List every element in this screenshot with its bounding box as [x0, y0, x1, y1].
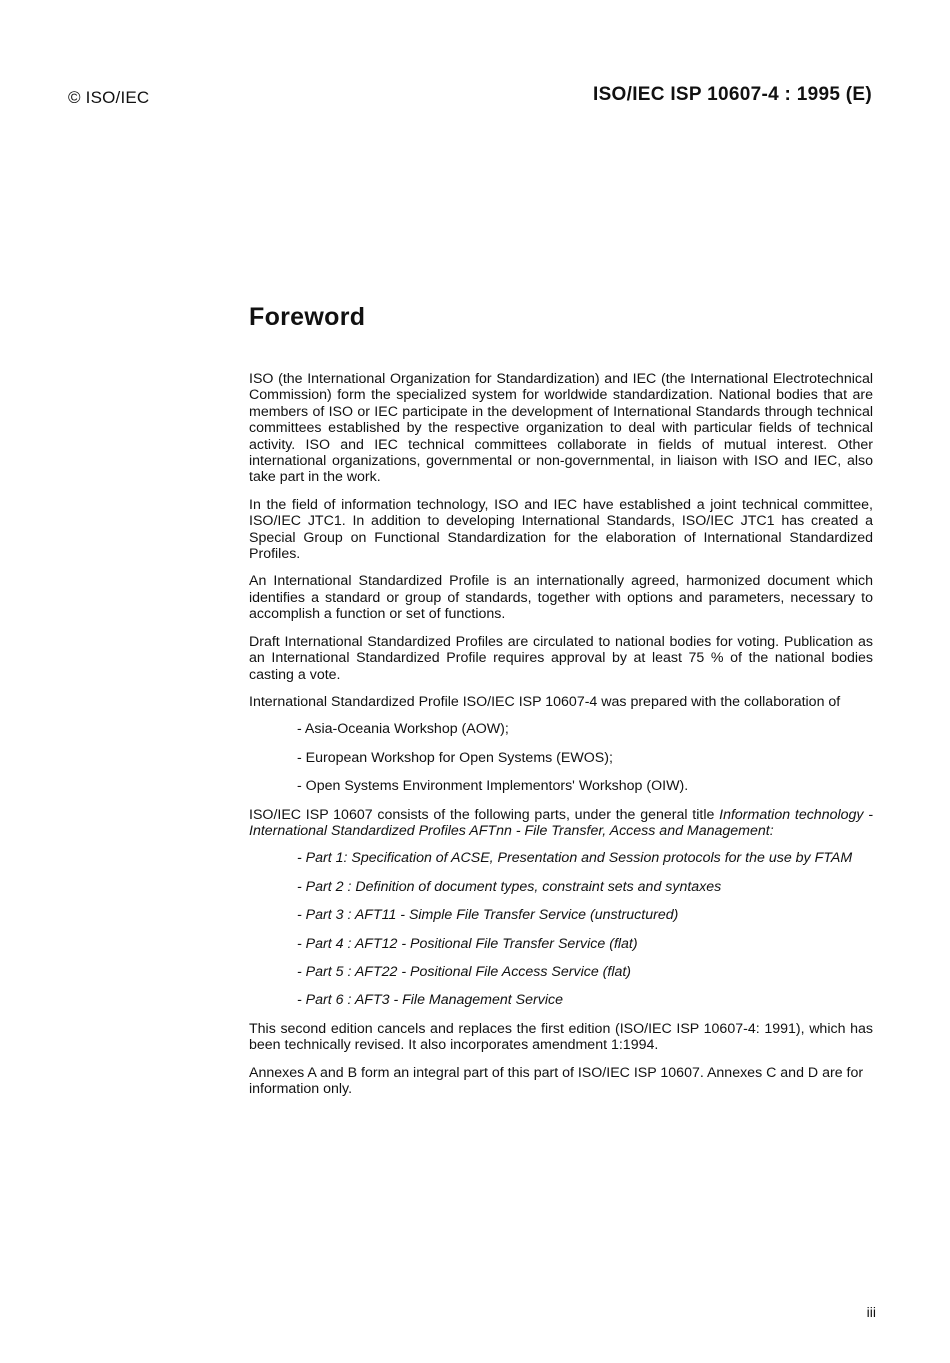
part-item-4: - Part 4 : AFT12 - Positional File Transfer Service (flat) — [297, 935, 638, 952]
page-title: Foreword — [249, 303, 366, 331]
foreword-body — [249, 371, 873, 1108]
paragraph-voting: Draft International Standardized Profiles are circulated to national bodies for voting. Publication as an International Standardized Profile requires approval by at least 75 % of the national bodies casting a vote. — [249, 633, 873, 683]
paragraph-isp-definition: An International Standardized Profile is an internationally agreed, harmonized document which identifies a standard or group of standards, together with options and parameters, necessary to accomplish a function or set of functions. — [249, 573, 873, 623]
parts-list — [249, 850, 873, 1008]
general-title: Information technology - International Standardized Profiles AFTnn - File Transfer, Access and Management: — [249, 806, 873, 839]
paragraph-iso-iec-intro: ISO (the International Organization for Standardization) and IEC (the International Electrotechnical Commission) form the specialized system for worldwide standardization. National bodies that are members of ISO or IEC participate in the development of International Standards through technical committees established by the respective organization to deal with particular fields of technical activity. ISO and IEC technical committees collaborate in fields of mutual interest. Other international organizations, governmental or non-governmental, in liaison with ISO and IEC, also take part in the work. — [249, 371, 873, 486]
workshop-list — [249, 721, 873, 794]
part-item-5: - Part 5 : AFT22 - Positional File Access Service (flat) — [297, 963, 632, 980]
paragraph-second-edition: This second edition cancels and replaces the first edition (ISO/IEC ISP 10607-4: 1991), which has been technically revised. It also incorporates amendment 1:1994. — [249, 1020, 873, 1054]
paragraph-parts-intro — [249, 807, 873, 840]
part-item-1: - Part 1: Specification of ACSE, Presentation and Session protocols for the use by FTAM — [297, 850, 853, 867]
header-document-id: ISO/IEC ISP 10607-4 : 1995 (E) — [592, 84, 872, 105]
header-copyright: © ISO/IEC — [68, 88, 150, 107]
part-item-2: - Part 2 : Definition of document types, constraint sets and syntaxes — [297, 878, 722, 895]
paragraph-jtc1: In the field of information technology, ISO and IEC have established a joint technical committee, ISO/IEC JTC1. In addition to developing International Standards, ISO/IEC JTC1 has created a Special Group on Functional Standardization for the elaboration of International Standardized Profiles. — [249, 496, 873, 563]
workshop-item-ewos: - European Workshop for Open Systems (EWOS); — [297, 749, 613, 766]
paragraph-annexes: Annexes A and B form an integral part of this part of ISO/IEC ISP 10607. Annexes C and D are for information only. — [249, 1064, 864, 1097]
paragraph-collaboration: International Standardized Profile ISO/IEC ISP 10607-4 was prepared with the collaboration of — [249, 693, 841, 710]
page-number: iii — [866, 1304, 876, 1320]
workshop-item-oiw: - Open Systems Environment Implementors' Workshop (OIW). — [297, 778, 689, 795]
part-item-6: - Part 6 : AFT3 - File Management Service — [297, 992, 563, 1009]
workshop-item-aow: - Asia-Oceania Workshop (AOW); — [297, 721, 509, 738]
parts-intro-text: ISO/IEC ISP 10607 consists of the following parts, under the general title — [249, 806, 720, 823]
part-item-3: - Part 3 : AFT11 - Simple File Transfer Service (unstructured) — [297, 907, 679, 924]
